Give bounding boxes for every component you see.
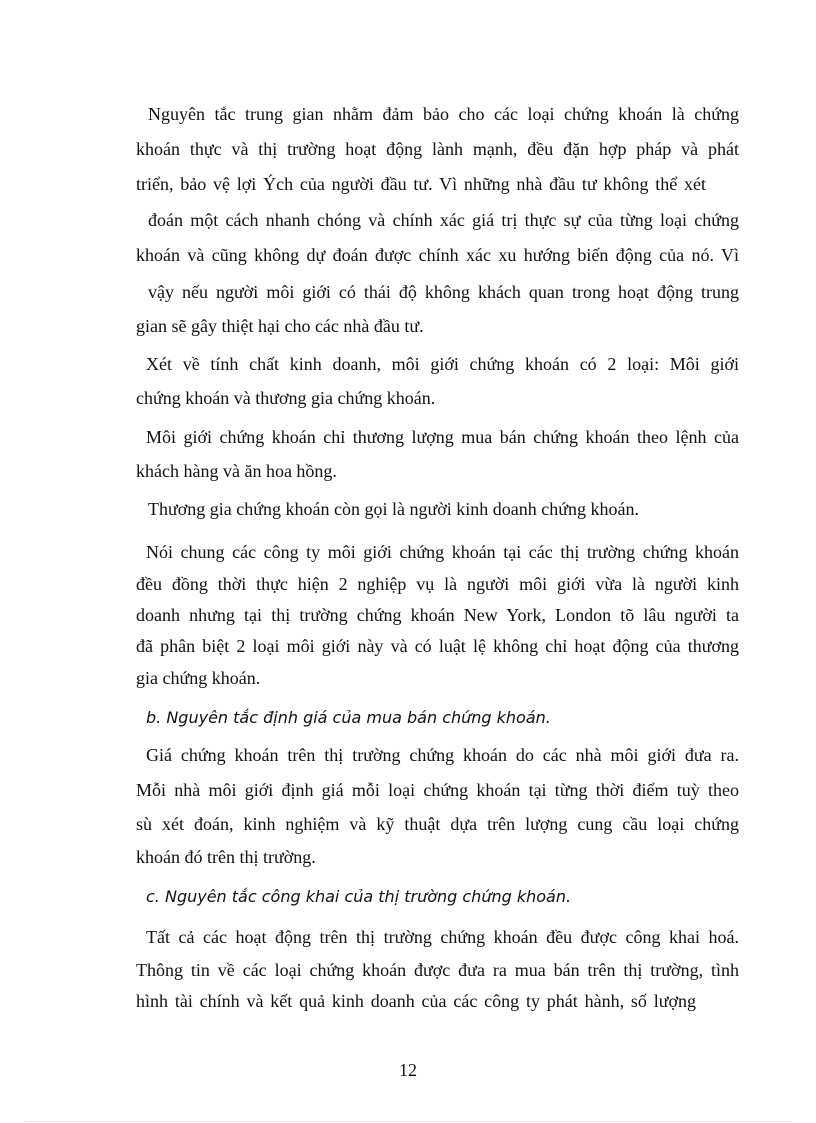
text-line: Mỗi nhà môi giới định giá mỗi loại chứng khoán tại từng thời điểm tuỳ theo [136,780,739,800]
text-line: vậy nếu người môi giới có thái độ không khách quan trong hoạt động trung [148,282,739,302]
text-line: Tất cả các hoạt động trên thị trường chứng khoán đều được công khai hoá. [146,927,739,947]
page-bottom-divider [24,1121,792,1122]
text-line: Xét về tính chất kinh doanh, môi giới chứng khoán có 2 loại: Môi giới [146,354,739,374]
text-line: Giá chứng khoán trên thị trường chứng khoán do các nhà môi giới đưa ra. [146,745,739,765]
text-line: Nói chung các công ty môi giới chứng khoán tại các thị trường chứng khoán [146,542,739,562]
text-line: gian sẽ gây thiệt hại cho các nhà đầu tư. [136,316,424,336]
text-line: khoán thực và thị trường hoạt động lành mạnh, đều đặn hợp pháp và phát [136,139,739,159]
text-line: triển, bảo vệ lợi Ých của người đầu tư. Vì những nhà đầu tư không thể xét [136,174,706,194]
text-line: khoán đó trên thị trường. [136,847,316,867]
section-heading: b. Nguyên tắc định giá của mua bán chứng khoán. [146,708,551,727]
text-line: Thông tin về các loại chứng khoán được đưa ra mua bán trên thị trường, tình [136,960,739,980]
text-line: doanh nhưng tại thị trường chứng khoán New York, London tõ lâu người ta [136,605,739,625]
text-line: khách hàng và ăn hoa hồng. [136,461,337,481]
text-line: Nguyên tắc trung gian nhằm đảm bảo cho các loại chứng khoán là chứng [148,104,739,124]
text-line: đều đồng thời thực hiện 2 nghiệp vụ là người môi giới vừa là người kinh [136,574,739,594]
text-line: đoán một cách nhanh chóng và chính xác giá trị thực sự của từng loại chứng [148,210,739,230]
text-line: hình tài chính và kết quả kinh doanh của các công ty phát hành, số lượng [136,991,696,1011]
section-heading: c. Nguyên tắc công khai của thị trường chứng khoán. [146,887,572,906]
text-line: khoán và cũng không dự đoán được chính xác xu hướng biến động của nó. Vì [136,245,739,265]
text-line: sù xét đoán, kinh nghiệm và kỹ thuật dựa trên lượng cung cầu loại chứng [136,814,739,834]
text-line: gia chứng khoán. [136,668,261,688]
text-line: chứng khoán và thương gia chứng khoán. [136,388,436,408]
text-line: Thương gia chứng khoán còn gọi là người kinh doanh chứng khoán. [148,499,639,519]
text-line: đã phân biệt 2 loại môi giới này và có luật lệ không chỉ hoạt động của thương [136,636,739,656]
text-line: Môi giới chứng khoán chỉ thương lượng mua bán chứng khoán theo lệnh của [146,427,739,447]
page-number: 12 [399,1060,417,1080]
